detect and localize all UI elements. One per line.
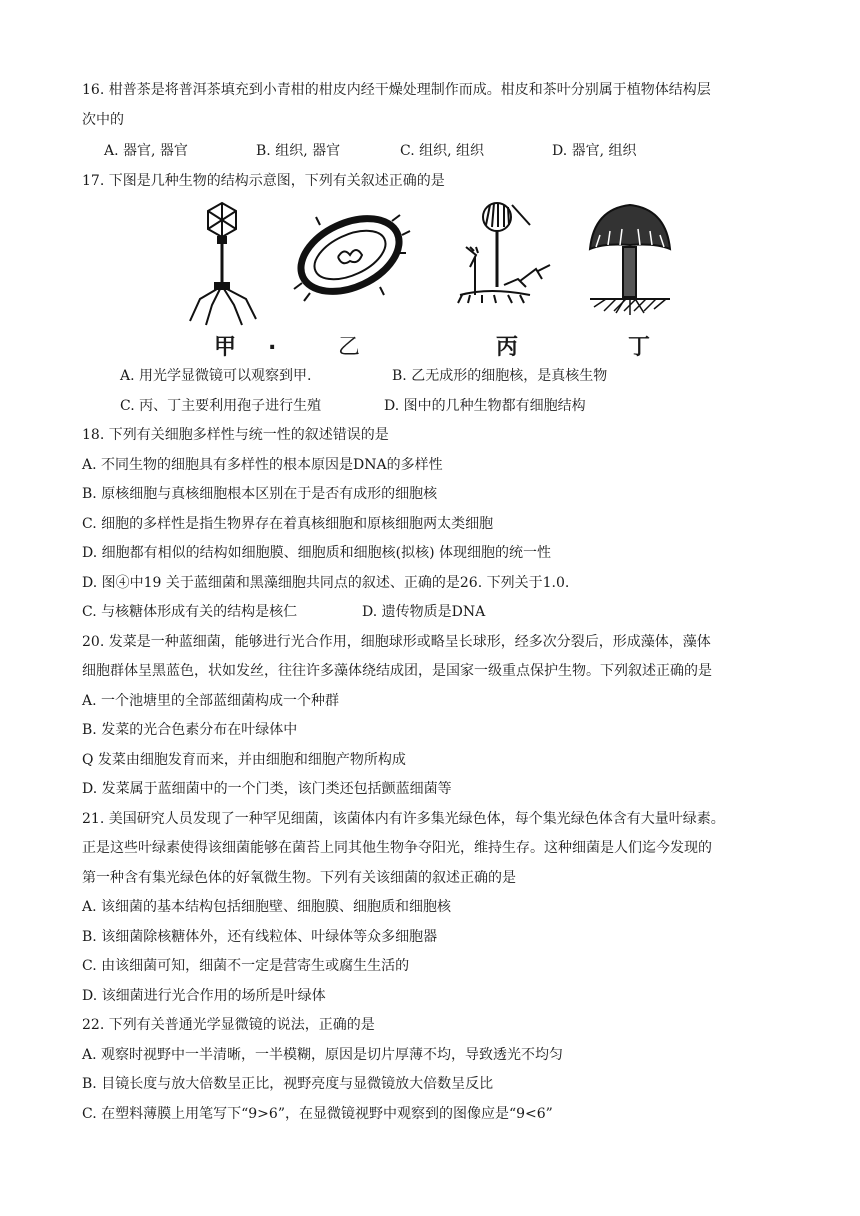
organism-illustrations	[170, 195, 690, 360]
q21-option-a: A. 该细菌的基本结构包括细胞壁、细胞膜、细胞质和细胞核	[82, 899, 452, 915]
q21-option-d: D. 该细菌进行光合作用的场所是叶绿体	[82, 988, 326, 1004]
q21-stem-line2: 正是这些叶绿素使得该细菌能够在菌苔上同其他生物争夺阳光，维持生存。这种细菌是人们迄今发现的	[82, 840, 712, 856]
q20-option-c: Q 发菜由细胞发育而来，并由细胞和细胞产物所构成	[82, 752, 406, 768]
q18-stem: 18. 下列有关细胞多样性与统一性的叙述错误的是	[82, 427, 389, 443]
q22-option-b: B. 目镜长度与放大倍数呈正比，视野亮度与显微镜放大倍数呈反比	[82, 1076, 494, 1092]
figure-label-ding: 丁	[628, 335, 651, 360]
q17-option-d: D. 图中的几种生物都有细胞结构	[384, 398, 586, 414]
q16-stem-line1: 16. 柑普茶是将普洱茶填充到小青柑的柑皮内经干燥处理制作而成。柑皮和茶叶分别属于植物体结构层	[82, 82, 711, 98]
figure-label-yi: 乙	[338, 335, 361, 360]
q21-option-c: C. 由该细菌可知，细菌不一定是营寄生或腐生生活的	[82, 958, 410, 974]
q16-option-c: C. 组织, 组织	[400, 143, 485, 159]
q19-option-c: C. 与核糖体形成有关的结构是核仁	[82, 604, 298, 620]
q16-stem-line2: 次中的	[82, 112, 124, 128]
q22-option-c: C. 在塑料薄膜上用笔写下“9>6”，在显微镜视野中观察到的图像应是“9<6”	[82, 1106, 553, 1122]
q17-option-c: C. 丙、丁主要利用孢子进行生殖	[120, 398, 322, 414]
q22-option-a: A. 观察时视野中一半清晰，一半模糊，原因是切片厚薄不均，导致透光不均匀	[82, 1047, 564, 1063]
q16-options	[104, 141, 804, 161]
figure-label-dot: .	[268, 330, 277, 355]
q19-option-d: D. 遗传物质是DNA	[362, 604, 486, 620]
q21-option-b: B. 该细菌除核糖体外，还有线粒体、叶绿体等众多细胞器	[82, 929, 438, 945]
q18-garbled-line: D. 图④中19 关于蓝细菌和黑藻细胞共同点的叙述、正确的是26. 下列关于1.0.	[82, 575, 570, 591]
q18-option-b: B. 原核细胞与真核细胞根本区别在于是否有成形的细胞核	[82, 486, 438, 502]
q16-option-d: D. 器官, 组织	[552, 143, 637, 159]
q22-stem: 22. 下列有关普通光学显微镜的说法，正确的是	[82, 1017, 375, 1033]
bacterium-drawing	[289, 204, 410, 306]
q20-stem-line1: 20. 发菜是一种蓝细菌，能够进行光合作用，细胞球形或略呈长球形，经多次分裂后，形成藻体，藻体	[82, 634, 711, 650]
q17-option-b: B. 乙无成形的细胞核，是真核生物	[392, 368, 608, 384]
mushroom-drawing	[590, 205, 670, 315]
q21-stem-line3: 第一种含有集光绿色体的好氧微生物。下列有关该细菌的叙述正确的是	[82, 870, 516, 886]
q17-options-row1	[120, 366, 820, 386]
moss-drawing	[458, 203, 550, 303]
q18-option-c: C. 细胞的多样性是指生物界存在着真核细胞和原核细胞两太类细胞	[82, 516, 494, 532]
q20-option-d: D. 发菜属于蓝细菌中的一个门类，该门类还包括颤蓝细菌等	[82, 781, 452, 797]
organism-figure	[170, 195, 690, 360]
q16-option-b: B. 组织, 器官	[256, 143, 341, 159]
q16-option-a: A. 器官, 器官	[104, 143, 188, 159]
bacteriophage-drawing	[190, 203, 256, 325]
q17-option-a: A. 用光学显微镜可以观察到甲.	[120, 368, 312, 384]
q20-stem-line2: 细胞群体呈黑蓝色，状如发丝，往往许多藻体绕结成团，是国家一级重点保护生物。下列叙述正确的是	[82, 663, 712, 679]
q19-options	[82, 602, 782, 622]
figure-label-jia: 甲	[214, 335, 237, 360]
q20-option-b: B. 发菜的光合色素分布在叶绿体中	[82, 722, 298, 738]
q18-option-d: D. 细胞都有相似的结构如细胞膜、细胞质和细胞核(拟核) 体现细胞的统一性	[82, 545, 551, 561]
q17-options-row2	[120, 396, 820, 416]
q17-stem: 17. 下图是几种生物的结构示意图，下列有关叙述正确的是	[82, 173, 445, 189]
figure-label-bing: 丙	[496, 335, 519, 360]
q18-option-a: A. 不同生物的细胞具有多样性的根本原因是DNA的多样性	[82, 457, 443, 473]
q20-option-a: A. 一个池塘里的全部蓝细菌构成一个种群	[82, 693, 340, 709]
q21-stem-line1: 21. 美国研究人员发现了一种罕见细菌，该菌体内有许多集光绿色体，每个集光绿色体含有大量叶绿素。	[82, 811, 725, 827]
